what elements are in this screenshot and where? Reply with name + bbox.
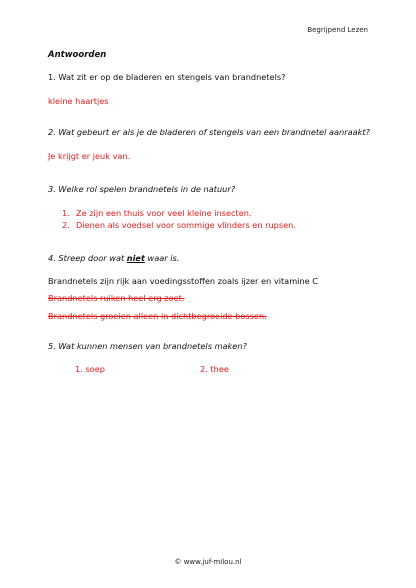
list-text: Ze zijn een thuis voor veel kleine insecten. bbox=[76, 208, 252, 218]
answer-3-item-1 bbox=[62, 208, 252, 218]
question-4-prefix: 4. Streep door wat bbox=[48, 253, 127, 263]
answer-5-item-2: 2. thee bbox=[200, 364, 229, 374]
answer-5-item-1: 1. soep bbox=[75, 364, 105, 374]
statement-true: Brandnetels zijn rijk aan voedingsstoffen zoals ijzer en vitamine C bbox=[48, 276, 318, 286]
answer-3-item-2 bbox=[62, 220, 296, 230]
question-1: 1. Wat zit er op de bladeren en stengels van brandnetels? bbox=[48, 72, 286, 82]
question-2: 2. Wat gebeurt er als je de bladeren of stengels van een brandnetel aanraakt? bbox=[48, 127, 370, 137]
list-number: 1. bbox=[62, 208, 70, 218]
question-3: 3. Welke rol spelen brandnetels in de natuur? bbox=[48, 184, 236, 194]
answer-1: kleine haartjes bbox=[48, 96, 109, 106]
statement-false-1: Brandnetels ruiken heel erg zoet. bbox=[48, 293, 185, 303]
question-4-suffix: waar is. bbox=[144, 253, 180, 263]
list-number: 2. bbox=[62, 220, 70, 230]
document-header: Begrijpend Lezen bbox=[307, 26, 368, 34]
statement-false-2: Brandnetels groeien alleen in dichtbegroeide bossen. bbox=[48, 311, 267, 321]
document-footer: © www.juf-milou.nl bbox=[174, 558, 242, 566]
question-4-emphasis: niet bbox=[126, 253, 145, 263]
list-text: Dienen als voedsel voor sommige vlinders en rupsen. bbox=[76, 220, 296, 230]
page-title: Antwoorden bbox=[48, 50, 107, 60]
answer-2: Je krijgt er jeuk van. bbox=[48, 151, 131, 161]
question-4 bbox=[48, 253, 179, 263]
question-5: 5. Wat kunnen mensen van brandnetels maken? bbox=[48, 341, 247, 351]
